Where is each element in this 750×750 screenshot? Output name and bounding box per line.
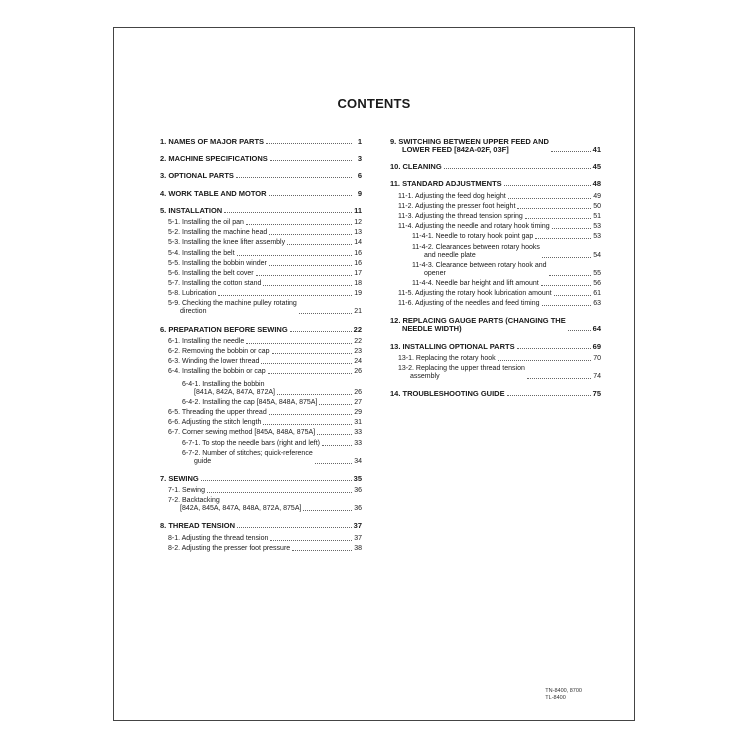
toc-subsection-entry <box>160 419 362 427</box>
toc-dot-leader <box>218 295 352 296</box>
toc-page-number: 63 <box>593 300 601 308</box>
toc-entry-label: 5-1. Installing the oil pan <box>168 218 244 226</box>
toc-subsection-entry <box>390 365 601 381</box>
toc-page-number: 50 <box>593 202 601 210</box>
toc-entry-label <box>168 497 301 513</box>
toc-entry-label-line: 11-4-2. Clearances between rotary hooks <box>412 243 540 251</box>
toc-entry-label-line: NEEDLE WIDTH) <box>402 324 462 334</box>
document-page <box>113 27 635 721</box>
toc-section-entry <box>390 317 601 333</box>
toc-entry-label-line: 5-9. Checking the machine pulley rotating <box>168 300 297 308</box>
toc-entry-label: 5-5. Installing the bobbin winder <box>168 259 267 267</box>
toc-subsection-entry <box>160 348 362 356</box>
toc-entry-label: 11-4. Adjusting the needle and rotary hook timing <box>398 223 550 231</box>
toc-page-number: 18 <box>354 280 362 288</box>
toc-dot-leader <box>261 363 352 364</box>
toc-dot-leader <box>525 218 591 219</box>
toc-dot-leader <box>517 208 591 209</box>
toc-subsection-entry <box>160 300 362 316</box>
toc-page-number: 16 <box>354 249 362 257</box>
toc-page-number: 26 <box>354 368 362 376</box>
toc-entry-label-line: 6-4-1. Installing the bobbin <box>182 380 265 388</box>
toc-section-entry <box>160 475 362 483</box>
toc-subsection-entry <box>160 358 362 366</box>
toc-subsection-entry <box>160 219 362 227</box>
toc-subsection-entry <box>160 497 362 513</box>
toc-subsection-entry <box>160 270 362 278</box>
toc-dot-leader <box>554 295 591 296</box>
toc-page-number: 55 <box>593 269 601 277</box>
toc-section-entry <box>390 163 601 171</box>
toc-page-number: 6 <box>357 171 362 181</box>
toc-page-number: 34 <box>354 457 362 465</box>
toc-subsection-entry <box>160 440 362 448</box>
toc-entry-label: 6-7-1. To stop the needle bars (right and left) <box>182 439 321 447</box>
toc-subsection-entry <box>160 290 362 298</box>
toc-dot-leader <box>299 313 352 314</box>
toc-dot-leader <box>263 424 352 425</box>
toc-dot-leader <box>292 550 352 551</box>
toc-entry-label: 7. SEWING <box>160 473 199 483</box>
toc-entry-label: 5-8. Lubrication <box>168 290 217 298</box>
toc-page-number: 26 <box>354 388 362 396</box>
toc-entry-label: 8-2. Adjusting the presser foot pressure <box>168 544 291 552</box>
toc-dot-leader <box>508 198 591 199</box>
toc-page-number: 11 <box>354 205 362 215</box>
toc-entry-label <box>182 381 275 397</box>
toc-page-number: 69 <box>592 341 601 351</box>
footer-model-line-2: TL-8400 <box>545 695 566 701</box>
toc-entry-label: 6-2. Removing the bobbin or cap <box>168 348 270 355</box>
toc-section-entry <box>160 326 362 334</box>
toc-subsection-entry <box>390 233 601 241</box>
toc-entry-label <box>412 244 540 260</box>
toc-page-number: 16 <box>354 259 362 267</box>
toc-left-column <box>160 138 362 555</box>
toc-subsection-entry <box>160 239 362 247</box>
toc-page-number: 1 <box>357 137 362 146</box>
toc-dot-leader <box>504 185 591 186</box>
toc-entry-label: 13. INSTALLING OPTIONAL PARTS <box>390 341 515 351</box>
toc-entry-label: 5-2. Installing the machine head <box>168 229 268 237</box>
toc-subsection-entry <box>160 429 362 437</box>
toc-subsection-entry <box>160 260 362 268</box>
toc-dot-leader <box>498 360 591 361</box>
toc-entry-label: 6. PREPARATION BEFORE SEWING <box>160 324 288 334</box>
toc-entry-label: 5-4. Installing the belt <box>168 249 235 257</box>
toc-entry-label: 1. NAMES OF MAJOR PARTS <box>160 137 265 146</box>
toc-dot-leader <box>269 195 352 196</box>
toc-section-entry <box>160 155 362 163</box>
toc-dot-leader <box>317 434 352 435</box>
toc-entry-label: 2. MACHINE SPECIFICATIONS <box>160 154 268 164</box>
model-footer <box>545 688 582 702</box>
toc-page-number: 17 <box>354 269 362 277</box>
toc-entry-label-line: assembly <box>410 373 440 380</box>
toc-dot-leader <box>272 353 352 354</box>
toc-entry-label: 6-1. Installing the needle <box>168 337 245 345</box>
toc-page-number: 45 <box>592 162 601 172</box>
toc-subsection-entry <box>160 338 362 346</box>
toc-page-number: 36 <box>354 487 362 495</box>
toc-subsection-entry <box>160 229 362 237</box>
toc-section-entry <box>160 172 362 180</box>
toc-entry-label: 5-3. Installing the knee lifter assembly <box>168 239 286 247</box>
toc-section-entry <box>390 343 601 351</box>
toc-dot-leader <box>542 257 591 258</box>
toc-page-number: 24 <box>354 358 362 366</box>
toc-subsection-entry <box>390 203 601 211</box>
toc-right-column <box>390 138 601 400</box>
toc-page-number: 37 <box>354 534 362 542</box>
toc-dot-leader <box>322 445 352 446</box>
toc-page-number: 31 <box>354 419 362 427</box>
toc-entry-label-line: LOWER FEED [842A-02F, 03F] <box>402 145 509 154</box>
toc-page-number: 75 <box>592 389 601 399</box>
toc-entry-label: 5-7. Installing the cotton stand <box>168 280 262 288</box>
toc-subsection-entry <box>160 409 362 417</box>
toc-dot-leader <box>315 463 352 464</box>
toc-entry-label-line: 12. REPLACING GAUGE PARTS (CHANGING THE <box>390 316 566 326</box>
toc-section-entry <box>160 190 362 198</box>
toc-entry-label: 6-6. Adjusting the stitch length <box>168 419 262 427</box>
toc-page-number: 13 <box>354 229 362 237</box>
toc-page-number: 48 <box>592 179 601 189</box>
toc-section-entry <box>160 138 362 146</box>
toc-entry-label: 4. WORK TABLE AND MOTOR <box>160 188 267 198</box>
toc-page-number: 53 <box>593 233 601 241</box>
toc-entry-label: 6-3. Winding the lower thread <box>168 358 260 366</box>
toc-page-number: 9 <box>357 188 362 198</box>
toc-dot-leader <box>303 510 352 511</box>
toc-entry-label-line: guide <box>194 457 212 465</box>
toc-entry-label-line: 13-2. Replacing the upper thread tension <box>398 365 525 372</box>
toc-dot-leader <box>266 143 352 144</box>
toc-section-entry <box>390 390 601 398</box>
toc-subsection-entry <box>390 355 601 363</box>
toc-page-number: 38 <box>354 544 362 552</box>
toc-dot-leader <box>568 330 591 331</box>
toc-page-number: 14 <box>354 239 362 247</box>
toc-entry-label <box>390 138 549 154</box>
toc-subsection-entry <box>390 262 601 278</box>
toc-dot-leader <box>549 275 591 276</box>
toc-subsection-entry <box>160 250 362 258</box>
toc-entry-label-line: 7-2. Backtacking <box>168 497 220 505</box>
toc-page-number: 36 <box>354 505 362 513</box>
toc-dot-leader <box>507 395 591 396</box>
toc-dot-leader <box>270 540 352 541</box>
toc-dot-leader <box>246 224 352 225</box>
toc-entry-label: 8. THREAD TENSION <box>160 521 236 531</box>
toc-entry-label: 5-6. Installing the belt cover <box>168 269 254 277</box>
toc-entry-label: 10. CLEANING <box>390 162 442 172</box>
toc-page-number: 54 <box>593 251 601 259</box>
toc-dot-leader <box>269 234 352 235</box>
toc-entry-label: 7-1. Sewing <box>168 487 205 495</box>
toc-entry-label-line: 6-7-2. Number of stitches; quick-reference <box>182 449 313 457</box>
toc-entry-label: 8-1. Adjusting the thread tension <box>168 534 269 542</box>
toc-subsection-entry <box>390 193 601 201</box>
toc-dot-leader <box>236 177 352 178</box>
toc-page-number: 3 <box>357 154 362 164</box>
toc-dot-leader <box>246 343 352 344</box>
toc-entry-label: 6-4-2. Installing the cap [845A, 848A, 875A] <box>182 398 318 406</box>
toc-entry-label <box>168 300 297 316</box>
toc-subsection-entry <box>390 290 601 298</box>
footer-model-line-1: TN-8400, 8700 <box>545 688 582 694</box>
toc-entry-label: 11-6. Adjusting of the needles and feed timing <box>398 300 540 308</box>
toc-dot-leader <box>237 255 352 256</box>
toc-subsection-entry <box>160 280 362 288</box>
toc-entry-label: 5. INSTALLATION <box>160 205 223 215</box>
toc-page-number: 12 <box>354 218 362 226</box>
page-title: CONTENTS <box>337 96 411 111</box>
toc-subsection-entry <box>390 223 601 231</box>
toc-subsection-entry <box>160 487 362 495</box>
toc-entry-label: 6-5. Threading the upper thread <box>168 408 267 416</box>
toc-page-number: 19 <box>354 290 362 298</box>
toc-dot-leader <box>444 168 591 169</box>
toc-dot-leader <box>237 527 352 528</box>
toc-page-number: 33 <box>354 439 362 447</box>
toc-subsection-entry <box>390 300 601 308</box>
toc-entry-label: 6-4. Installing the bobbin or cap <box>168 368 266 376</box>
toc-dot-leader <box>527 378 591 379</box>
toc-page-number: 61 <box>593 290 601 298</box>
toc-page-number: 56 <box>593 279 601 287</box>
toc-page-number: 21 <box>354 308 362 316</box>
toc-section-entry <box>390 138 601 154</box>
toc-page-number: 70 <box>593 354 601 362</box>
toc-subsection-entry <box>160 450 362 466</box>
toc-section-entry <box>160 522 362 530</box>
toc-subsection-entry <box>160 381 362 397</box>
toc-dot-leader <box>256 275 352 276</box>
toc-dot-leader <box>270 160 352 161</box>
toc-page-number: 33 <box>354 429 362 437</box>
toc-dot-leader <box>552 228 591 229</box>
toc-page-number: 29 <box>354 408 362 416</box>
toc-entry-label-line: direction <box>180 308 207 316</box>
toc-page-number: 23 <box>354 348 362 355</box>
toc-dot-leader <box>290 331 352 332</box>
toc-subsection-entry <box>160 399 362 407</box>
toc-page-number: 53 <box>593 223 601 231</box>
toc-entry-label: 3. OPTIONAL PARTS <box>160 171 234 181</box>
toc-page-number: 37 <box>353 521 362 531</box>
toc-page-number: 74 <box>593 373 601 380</box>
toc-entry-label-line: 9. SWITCHING BETWEEN UPPER FEED AND <box>390 137 549 146</box>
toc-entry-label: 11-4-4. Needle bar height and lift amount <box>412 279 539 287</box>
toc-dot-leader <box>287 244 352 245</box>
toc-entry-label: 6-7. Corner sewing method [845A, 848A, 875A] <box>168 429 316 437</box>
toc-page-number: 27 <box>354 398 362 406</box>
toc-entry-label: 11-1. Adjusting the feed dog height <box>398 192 506 200</box>
toc-dot-leader <box>268 373 352 374</box>
toc-dot-leader <box>269 265 352 266</box>
toc-entry-label-line: [841A, 842A, 847A, 872A] <box>194 388 275 396</box>
toc-entry-label-line: [842A, 845A, 847A, 848A, 872A, 875A] <box>180 505 302 513</box>
toc-dot-leader <box>277 394 352 395</box>
toc-page-number: 35 <box>353 473 362 483</box>
toc-dot-leader <box>263 285 352 286</box>
toc-section-entry <box>390 180 601 188</box>
toc-entry-label: 11-5. Adjusting the rotary hook lubrication amount <box>398 290 552 298</box>
toc-section-entry <box>160 207 362 215</box>
toc-page-number: 64 <box>592 324 601 334</box>
toc-dot-leader <box>224 212 352 213</box>
toc-dot-leader <box>207 492 352 493</box>
toc-entry-label <box>182 450 313 466</box>
toc-entry-label-line: and needle plate <box>424 251 476 259</box>
toc-entry-label <box>412 262 547 278</box>
toc-page-number: 51 <box>593 212 601 220</box>
toc-entry-label <box>390 317 566 333</box>
toc-subsection-entry <box>390 244 601 260</box>
toc-page-number: 22 <box>353 324 362 334</box>
toc-entry-label-line: 11-4-3. Clearance between rotary hook and <box>412 261 547 269</box>
toc-subsection-entry <box>390 213 601 221</box>
toc-subsection-entry <box>390 280 601 288</box>
toc-entry-label: 11-3. Adjusting the thread tension spring <box>398 212 523 220</box>
toc-subsection-entry <box>160 545 362 553</box>
toc-entry-label: 14. TROUBLESHOOTING GUIDE <box>390 389 505 399</box>
toc-page-number: 49 <box>593 192 601 200</box>
toc-dot-leader <box>517 348 591 349</box>
toc-dot-leader <box>319 404 352 405</box>
toc-entry-label: 11-4-1. Needle to rotary hook point gap <box>412 233 534 241</box>
toc-page-number: 41 <box>592 145 601 154</box>
toc-entry-label: 11-2. Adjusting the presser foot height <box>398 202 516 210</box>
toc-dot-leader <box>201 480 352 481</box>
toc-dot-leader <box>541 285 591 286</box>
toc-dot-leader <box>551 151 591 152</box>
toc-entry-label: 13-1. Replacing the rotary hook <box>398 354 496 362</box>
toc-dot-leader <box>535 238 591 239</box>
toc-dot-leader <box>542 305 591 306</box>
toc-subsection-entry <box>160 368 362 376</box>
toc-subsection-entry <box>160 535 362 543</box>
toc-entry-label <box>398 365 525 381</box>
toc-entry-label: 11. STANDARD ADJUSTMENTS <box>390 179 502 189</box>
toc-page-number: 22 <box>354 337 362 345</box>
toc-dot-leader <box>269 414 352 415</box>
toc-entry-label-line: opener <box>424 269 446 277</box>
